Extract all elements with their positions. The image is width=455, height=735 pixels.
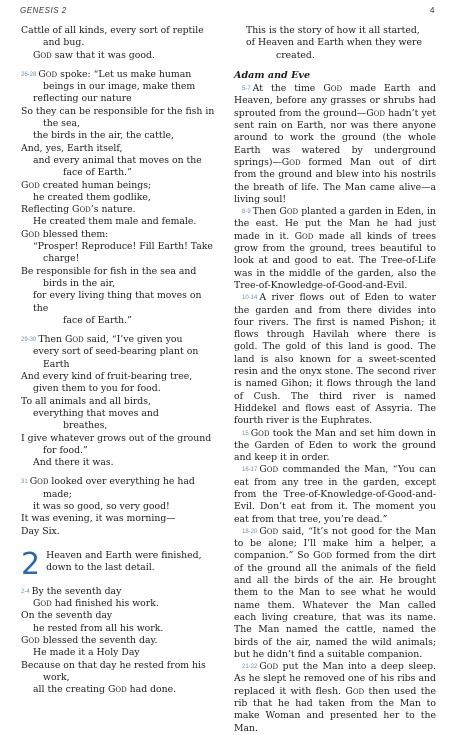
- prose-body: [234, 83, 436, 735]
- verse-line: [21, 562, 219, 574]
- poem-stanza: [21, 550, 219, 575]
- verse-line: [21, 25, 219, 37]
- prose-paragraph: [234, 526, 436, 661]
- verse-text: he rested from all his work.: [33, 622, 164, 634]
- divine-name: God: [279, 206, 299, 218]
- verse-line: [21, 457, 219, 469]
- verse-line: [21, 635, 219, 647]
- verse-text: To all animals and all birds,: [21, 395, 151, 407]
- verse-text: God had finished his work.: [33, 598, 159, 610]
- verse-line: [21, 50, 219, 62]
- verse-line: [21, 69, 219, 81]
- prose-paragraph: [234, 428, 436, 465]
- divine-name: God: [21, 179, 40, 191]
- divine-name: God: [107, 684, 127, 696]
- verse-number: 2-4: [21, 588, 30, 595]
- verse-number: 21-22: [242, 664, 258, 671]
- verse-text: given them to you for food.: [33, 383, 161, 395]
- verse-text: God blessed them:: [21, 228, 109, 240]
- verse-text: it was so good, so very good!: [33, 500, 170, 512]
- running-header: [20, 6, 435, 20]
- divine-name: God: [29, 476, 49, 488]
- verse-text: for food.”: [43, 444, 88, 456]
- verse-line: [21, 253, 219, 265]
- verse-text: face of Earth.”: [63, 167, 132, 179]
- divine-name: God: [259, 464, 279, 476]
- divine-name: God: [323, 83, 343, 95]
- verse-text: birds in the air,: [43, 277, 116, 289]
- verse-text: created.: [276, 49, 315, 61]
- poem-stanza: [21, 586, 219, 697]
- verse-line: [234, 25, 436, 37]
- verse-line: [21, 433, 219, 445]
- verse-text: He created them male and female.: [33, 216, 197, 228]
- verse-line: [21, 37, 219, 49]
- verse-line: [21, 526, 219, 538]
- verse-text: God put the Man into a deep sleep. As he slept he removed one of his ribs and replaced it with flesh. God then used the rib that he had taken from the Man to make Woman and presented her to the Man.: [234, 661, 436, 734]
- divine-name: God: [21, 635, 40, 647]
- verse-line: [21, 118, 219, 130]
- verse-text: every sort of seed-bearing plant on: [33, 346, 199, 358]
- verse-line: [21, 672, 219, 684]
- verse-text: God saw that it was good.: [33, 49, 155, 61]
- verse-line: [21, 610, 219, 622]
- verse-number: 18-20: [242, 528, 258, 535]
- verse-text: God looked over everything he had: [29, 476, 195, 488]
- verse-line: [21, 660, 219, 672]
- verse-line: [21, 684, 219, 696]
- verse-text: for every living thing that moves on the: [33, 290, 202, 314]
- verse-line: [21, 155, 219, 167]
- verse-line: [21, 359, 219, 371]
- verse-line: [21, 586, 219, 598]
- divine-name: God: [33, 49, 52, 61]
- verse-line: [21, 229, 219, 241]
- verse-line: [21, 396, 219, 408]
- verse-line: [21, 216, 219, 228]
- verse-text: God created human beings;: [21, 179, 152, 191]
- divine-name: God: [72, 204, 91, 216]
- chapter-opening: [21, 550, 219, 579]
- verse-text: And, yes, Earth itself,: [21, 142, 123, 154]
- verse-text: Then God said, “I’ve given you: [38, 334, 183, 346]
- verse-line: [234, 50, 436, 62]
- verse-line: [21, 130, 219, 142]
- verse-text: And there it was.: [33, 457, 114, 469]
- verse-line: [21, 167, 219, 179]
- divine-name: God: [21, 228, 40, 240]
- verse-text: On the seventh day: [21, 610, 113, 622]
- verse-text: He made it a Holy Day: [33, 647, 140, 659]
- chapter-number: 2: [21, 549, 41, 579]
- verse-text: made;: [43, 488, 72, 500]
- verse-text: It was evening, it was morning—: [21, 513, 176, 525]
- book-chapter-label: GENESIS 2: [20, 6, 67, 15]
- verse-line: [21, 408, 219, 420]
- divine-name: God: [259, 525, 279, 537]
- section-heading: Adam and Eve: [234, 69, 311, 81]
- verse-number: 31: [21, 479, 28, 486]
- verse-text: reflecting our nature: [33, 93, 132, 105]
- verse-line: [21, 93, 219, 105]
- verse-text: So they can be responsible for the fish in: [21, 105, 215, 117]
- divine-name: God: [38, 68, 58, 80]
- verse-line: [21, 445, 219, 457]
- verse-number: 16-17: [242, 467, 258, 474]
- verse-line: [21, 420, 219, 432]
- verse-text: beings in our image, make them: [43, 81, 196, 93]
- verse-number: 8-9: [242, 209, 251, 216]
- verse-line: [21, 550, 219, 562]
- verse-line: [21, 489, 219, 501]
- verse-line: [21, 106, 219, 118]
- verse-text: Earth: [43, 358, 70, 370]
- verse-text: the sea,: [43, 118, 80, 130]
- poem-stanza: [21, 69, 219, 327]
- verse-line: [21, 623, 219, 635]
- verse-text: Be responsible for fish in the sea and: [21, 265, 197, 277]
- verse-text: down to the last detail.: [46, 562, 155, 574]
- verse-line: [21, 383, 219, 395]
- poem-stanza: [21, 334, 219, 469]
- page-number: 4: [430, 6, 435, 15]
- verse-line: [21, 346, 219, 358]
- verse-text: Day Six.: [21, 525, 60, 537]
- verse-text: and bug.: [43, 37, 85, 49]
- verse-text: breathes,: [63, 420, 108, 432]
- prose-paragraph: [234, 292, 436, 427]
- verse-line: [21, 501, 219, 513]
- verse-text: God took the Man and set him down in the Garden of Eden to work the ground and keep it in order.: [234, 427, 436, 464]
- verse-text: A river flows out of Eden to water the garden and from there divides into four rivers. The first is named Pishon; it flows through Havilah where there is gold. The gold of this land is good. The land is also known for a sweet-scented resin and the onyx stone. The second river is named Gihon; it flows through the land of Cush. The third river is named Hiddekel and flows east of Assyria. The fourth river is the Euphrates.: [234, 292, 436, 427]
- verse-number: 15: [242, 430, 249, 437]
- verse-text: everything that moves and: [33, 407, 159, 419]
- verse-line: [21, 180, 219, 192]
- verse-line: [21, 290, 219, 315]
- divine-name: God: [294, 230, 314, 242]
- verse-line: [21, 476, 219, 488]
- verse-text: Reflecting God’s nature.: [21, 204, 136, 216]
- divine-name: God: [250, 427, 270, 439]
- verse-number: 29-30: [21, 337, 37, 344]
- verse-line: [21, 266, 219, 278]
- verse-text: God spoke: “Let us make human: [38, 68, 192, 80]
- divine-name: God: [313, 550, 332, 562]
- verse-line: [21, 241, 219, 253]
- verse-text: he created them godlike,: [33, 191, 151, 203]
- divine-name: God: [65, 334, 84, 346]
- verse-number: 5-7: [242, 86, 251, 93]
- verse-text: charge!: [43, 253, 80, 265]
- verse-line: [21, 598, 219, 610]
- verse-text: By the seventh day: [31, 585, 122, 597]
- verse-text: “Prosper! Reproduce! Fill Earth! Take: [33, 241, 213, 253]
- verse-line: [234, 37, 436, 49]
- prose-paragraph: [234, 206, 436, 292]
- verse-text: Then God planted a garden in Eden, in the east. He put the Man he had just made in it. God made all kinds of trees grow from the ground, trees beautiful to look at and good to eat. The Tree-of-Life was in the middle of the garden, also the Tree-of-Knowledge-of-Good-and-Evil.: [234, 206, 437, 291]
- verse-text: the birds in the air, the cattle,: [33, 130, 175, 142]
- divine-name: God: [33, 598, 52, 610]
- verse-line: [21, 81, 219, 93]
- right-column: [234, 25, 436, 735]
- verse-number: 10-14: [242, 295, 258, 302]
- verse-line: [21, 278, 219, 290]
- verse-line: [21, 513, 219, 525]
- divine-name: God: [281, 156, 301, 168]
- verse-line: [21, 647, 219, 659]
- verse-text: At the time God made Earth and Heaven, before any grasses or shrubs had sprouted from the ground—God hadn’t yet sent rain on Earth, nor was there anyone around to work the ground (the whole Earth was watered by underground springs)—God formed Man out of dirt from the ground and blew into his nostrils the breath of life. The Man came alive—a living soul!: [234, 83, 437, 205]
- verse-text: of Heaven and Earth when they were: [246, 37, 422, 49]
- poem-stanza: [21, 476, 219, 537]
- verse-text: and every animal that moves on the: [33, 154, 202, 166]
- poem-stanza: [21, 25, 219, 62]
- verse-text: This is the story of how it all started,: [246, 25, 420, 36]
- verse-line: [21, 334, 219, 346]
- poem-stanza: [234, 25, 436, 62]
- verse-text: God blessed the seventh day.: [21, 635, 158, 647]
- verse-line: [21, 143, 219, 155]
- prose-paragraph: [234, 464, 436, 525]
- verse-text: all the creating God had done.: [33, 684, 177, 696]
- verse-text: Because on that day he rested from his: [21, 659, 206, 671]
- divine-name: God: [345, 685, 365, 697]
- verse-line: [21, 192, 219, 204]
- left-column: [21, 25, 219, 697]
- prose-paragraph: [234, 661, 436, 735]
- verse-text: work,: [43, 671, 70, 683]
- verse-text: I give whatever grows out of the ground: [21, 432, 212, 444]
- verse-text: God commanded the Man, “You can eat from any tree in the garden, except from the Tree-of-Knowledge-of-Good-and-Evil. Don’t eat from it. The moment you eat from that tree, you’re dead.”: [234, 464, 436, 525]
- prose-paragraph: [234, 83, 436, 206]
- verse-line: [21, 204, 219, 216]
- verse-text: face of Earth.”: [63, 314, 132, 326]
- verse-text: God said, “It’s not good for the Man to be alone; I’ll make him a helper, a companion.” So God formed from the dirt of the ground all the animals of the field and all the birds of the air. He brought them to the Man to see what he would name them. Whatever the Man called each living creature, that was its name. The Man named the cattle, named the birds of the air, named the wild animals; but he didn’t find a suitable companion.: [234, 525, 436, 660]
- verse-text: And every kind of fruit-bearing tree,: [21, 371, 193, 383]
- verse-line: [21, 315, 219, 327]
- verse-text: Heaven and Earth were finished,: [46, 549, 202, 561]
- verse-line: [21, 371, 219, 383]
- divine-name: God: [259, 661, 279, 673]
- verse-text: Cattle of all kinds, every sort of reptile: [21, 25, 204, 36]
- divine-name: God: [366, 107, 385, 119]
- verse-number: 26-28: [21, 71, 37, 78]
